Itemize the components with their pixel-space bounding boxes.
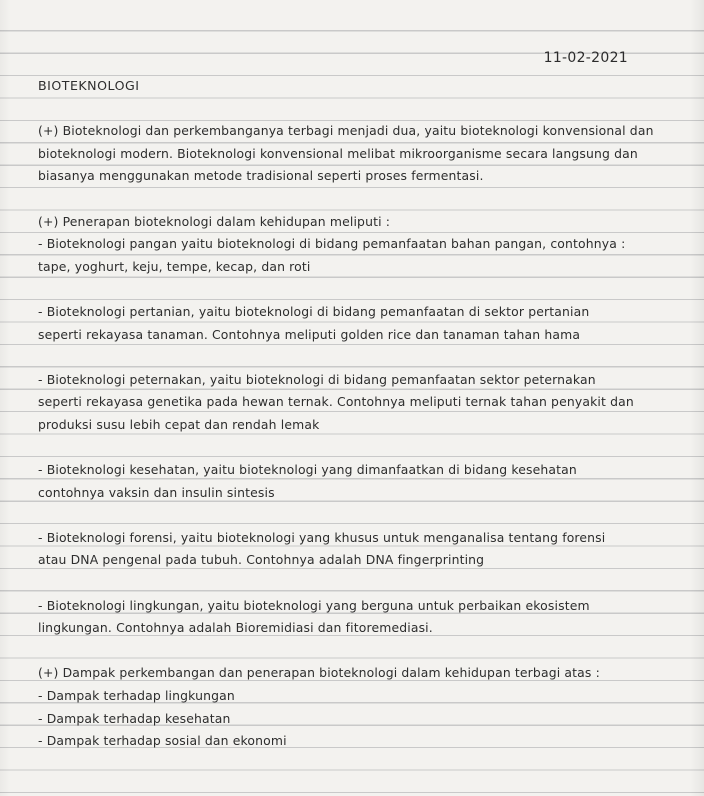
note-line: (+) Dampak perkembangan dan penerapan bioteknologi dalam kehidupan terbagi atas : <box>38 665 600 681</box>
note-line: produksi susu lebih cepat dan rendah lemak <box>38 416 320 432</box>
note-line <box>38 572 688 595</box>
note-line <box>38 346 688 369</box>
note-line: lingkungan. Contohnya adalah Bioremidiasi dan fitoremediasi. <box>38 620 433 636</box>
handwritten-notes <box>38 75 688 753</box>
note-line <box>38 188 688 211</box>
note-line: - Bioteknologi peternakan, yaitu bioteknologi di bidang pemanfaatan sektor peternakan <box>38 371 596 387</box>
note-line: - Dampak terhadap sosial dan ekonomi <box>38 733 287 749</box>
note-line: - Bioteknologi pangan yaitu bioteknologi di bidang pemanfaatan bahan pangan, contohnya : <box>38 236 626 252</box>
page-title: BIOTEKNOLOGI <box>38 78 140 93</box>
note-line: (+) Penerapan bioteknologi dalam kehidupan meliputi : <box>38 213 391 229</box>
note-line: - Bioteknologi pertanian, yaitu bioteknologi di bidang pemanfaatan di sektor pertanian <box>38 303 590 319</box>
note-line: contohnya vaksin dan insulin sintesis <box>38 484 275 500</box>
note-line: seperti rekayasa tanaman. Contohnya meliputi golden rice dan tanaman tahan hama <box>38 326 581 342</box>
note-line: - Bioteknologi kesehatan, yaitu bioteknologi yang dimanfaatkan di bidang kesehatan <box>38 462 577 478</box>
note-line <box>38 640 688 663</box>
note-line: seperti rekayasa genetika pada hewan ternak. Contohnya meliputi ternak tahan penyakit dan <box>38 394 634 410</box>
note-line: biasanya menggunakan metode tradisional seperti proses fermentasi. <box>38 168 484 184</box>
date-label: 11-02-2021 <box>543 50 628 66</box>
note-line: bioteknologi modern. Bioteknologi konvensional melibat mikroorganisme secara langsung dan <box>38 145 638 161</box>
note-line: tape, yoghurt, keju, tempe, kecap, dan roti <box>38 258 311 274</box>
note-line: (+) Bioteknologi dan perkembanganya terbagi menjadi dua, yaitu bioteknologi konvensional dan <box>38 123 654 139</box>
note-line <box>38 437 688 460</box>
note-line: - Bioteknologi forensi, yaitu bioteknologi yang khusus untuk menganalisa tentang forensi <box>38 529 606 545</box>
note-line <box>38 98 688 121</box>
note-line <box>38 504 688 527</box>
note-line: - Dampak terhadap kesehatan <box>38 710 231 726</box>
note-line: atau DNA pengenal pada tubuh. Contohnya adalah DNA fingerprinting <box>38 552 485 568</box>
note-line: - Bioteknologi lingkungan, yaitu bioteknologi yang berguna untuk perbaikan ekosistem <box>38 597 590 613</box>
note-line: - Dampak terhadap lingkungan <box>38 688 235 704</box>
note-line <box>38 278 688 301</box>
